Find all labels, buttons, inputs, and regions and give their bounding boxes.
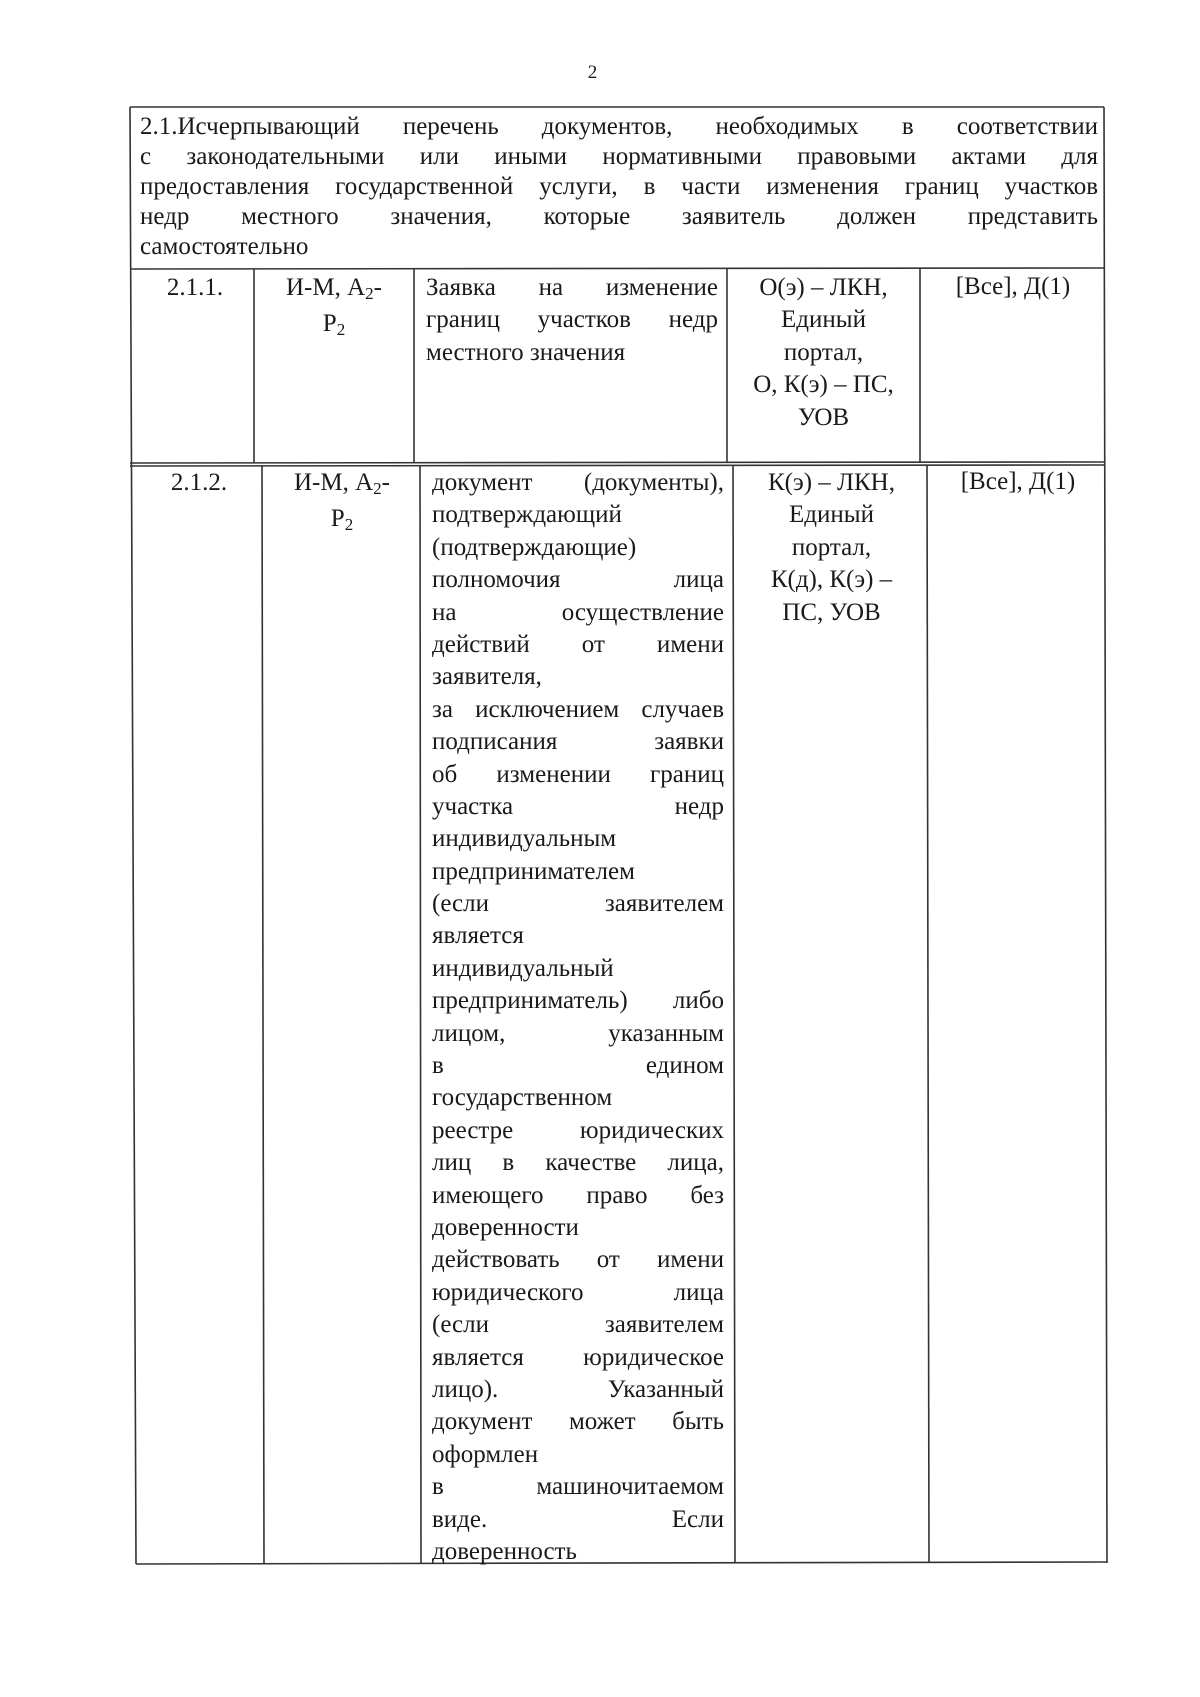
description-line: в едином [432, 1052, 724, 1080]
category-sub: 2 [373, 479, 382, 498]
row-channels [731, 272, 916, 434]
category-sub: 2 [365, 284, 374, 303]
description-line: в машиночитаемом [432, 1473, 724, 1501]
section-heading [140, 112, 1098, 262]
description-line: реестре юридических [432, 1116, 724, 1144]
description-line: виде. Если [432, 1505, 724, 1533]
description-line: доверенности [432, 1213, 579, 1241]
description-line: юридического лица [432, 1278, 724, 1306]
channels-line: О(э) – ЛКН, [759, 274, 888, 301]
category-p: Р [330, 505, 345, 532]
channels-line: портал, [783, 338, 864, 366]
channels-line: ПС, УОВ [782, 598, 881, 626]
row-category [266, 468, 418, 540]
category-main: И-М, А [294, 469, 374, 496]
description-line: предприниматель) либо [432, 987, 724, 1015]
category-sub: 2 [336, 320, 346, 339]
page-number: 2 [587, 62, 598, 83]
description-line: (подтверждающие) [432, 533, 637, 561]
category-sub: 2 [344, 515, 354, 534]
row-description [432, 467, 724, 1568]
row-number: 2.1.2. [170, 469, 228, 496]
description-line: государственном [432, 1084, 613, 1112]
description-line: является юридическое [432, 1343, 724, 1371]
heading-line: 2.1.Исчерпывающий перечень документов, необходимых в соответствии [140, 113, 1098, 140]
description-line: документ может быть [432, 1408, 724, 1436]
description-line: доверенность [432, 1537, 577, 1565]
channels-line: К(д), К(э) – [770, 566, 893, 594]
description-line: документ (документы), [432, 469, 724, 496]
row-category [258, 273, 410, 345]
description-line: подтверждающий [432, 501, 622, 529]
row-number: 2.1.1. [166, 274, 224, 301]
row-channels [739, 467, 924, 629]
channels-line: портал, [791, 533, 872, 561]
description-line: участка недр [432, 792, 724, 820]
description-line: за исключением случаев [432, 695, 724, 723]
description-line: индивидуальным [432, 825, 617, 853]
description-line: имеющего право без [432, 1181, 724, 1209]
heading-line: с законодательными или иными нормативными правовыми актами для [140, 143, 1098, 170]
description-line: оформлен [432, 1440, 539, 1468]
description-line: лицо). Указанный [432, 1375, 724, 1403]
channels-line: К(э) – ЛКН, [768, 469, 895, 496]
description-line: об изменении границ [432, 760, 724, 788]
row-description [426, 272, 718, 369]
channels-line: Единый [789, 501, 874, 529]
description-line: действий от имени [432, 630, 724, 658]
description-line: границ участков недр [426, 306, 718, 334]
channels-line: Единый [781, 306, 866, 334]
row-scope: [Все], Д(1) [955, 273, 1071, 300]
description-line: является [432, 922, 524, 950]
category-main: И-М, А [286, 274, 366, 301]
channels-line: О, К(э) – ПС, [753, 371, 894, 399]
description-line: предпринимателем [432, 857, 635, 885]
description-line: на осуществление [432, 598, 724, 626]
heading-line: недр местного значения, которые заявитель должен представить [140, 203, 1098, 230]
description-line: (если заявителем [432, 890, 724, 918]
category-dash: - [381, 469, 390, 496]
description-line: полномочия лица [432, 566, 724, 594]
heading-line: предоставления государственной услуги, в части изменения границ участков [140, 173, 1098, 200]
description-line: индивидуальный [432, 954, 614, 982]
description-line: заявителя, [432, 663, 542, 691]
description-line: местного значения [426, 338, 626, 366]
heading-line: самостоятельно [140, 233, 309, 260]
description-line: (если заявителем [432, 1311, 724, 1339]
description-line: Заявка на изменение [426, 274, 718, 301]
description-line: подписания заявки [432, 728, 724, 756]
row-scope: [Все], Д(1) [960, 468, 1076, 495]
channels-line: УОВ [797, 403, 850, 431]
description-line: лицом, указанным [432, 1019, 724, 1047]
category-p: Р [322, 310, 337, 337]
category-dash: - [373, 274, 382, 301]
description-line: лиц в качестве лица, [432, 1149, 724, 1177]
description-line: действовать от имени [432, 1246, 724, 1274]
